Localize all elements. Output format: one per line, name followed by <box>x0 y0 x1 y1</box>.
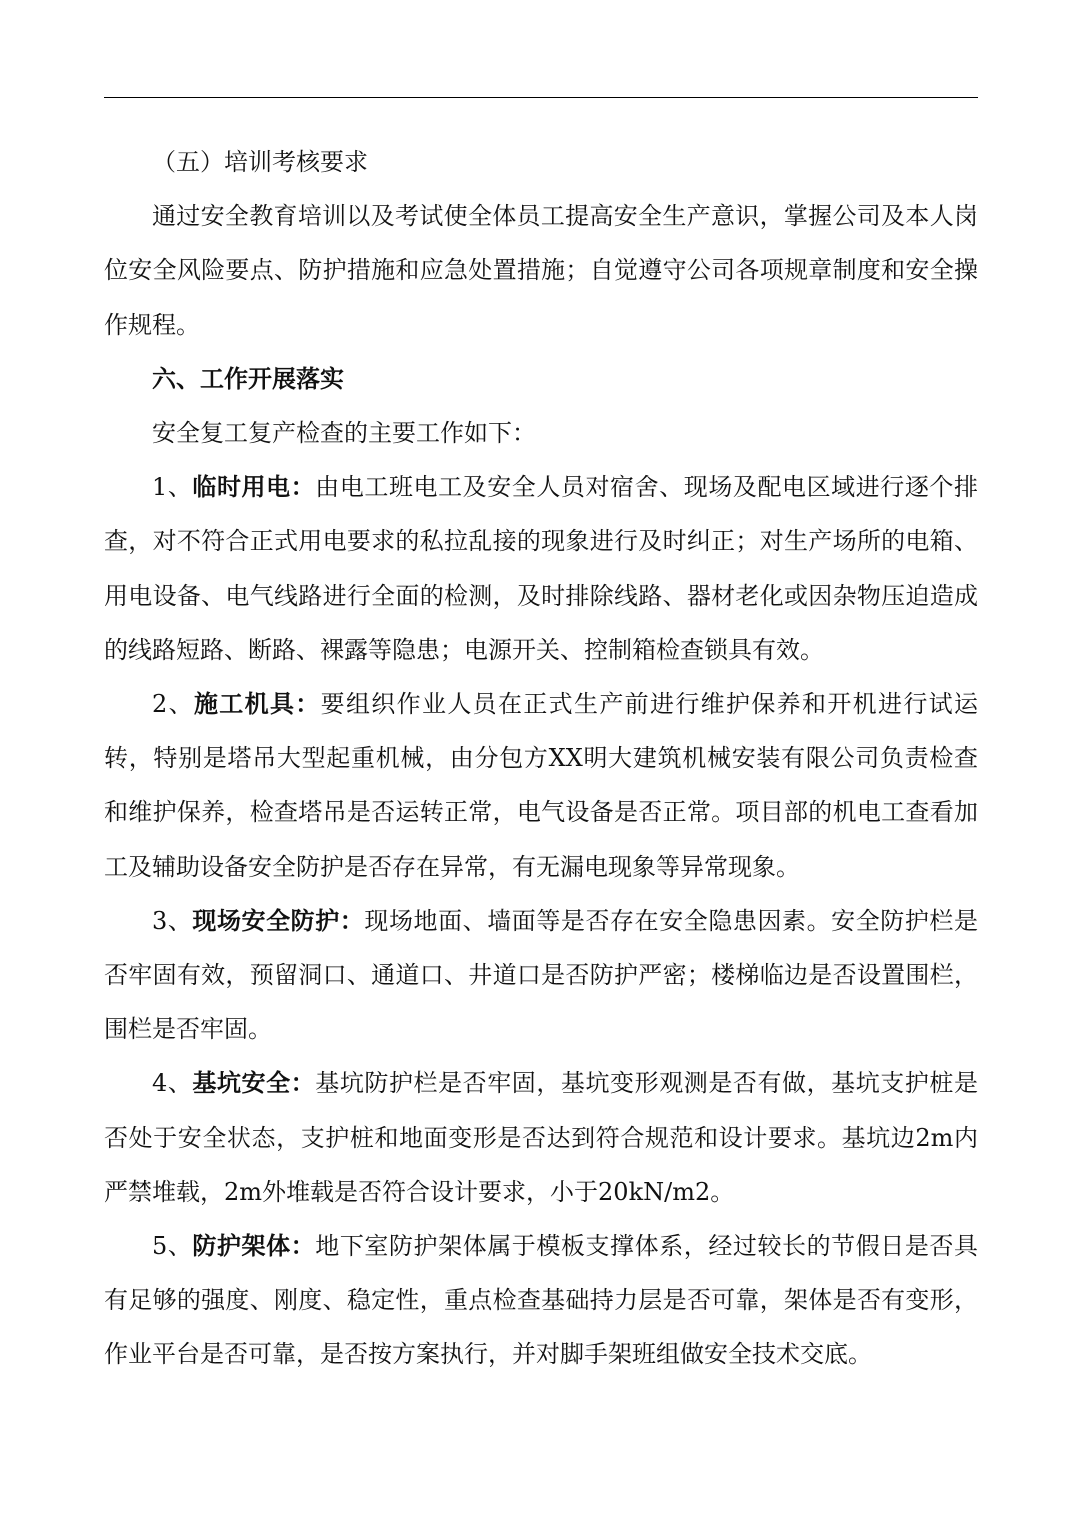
item-body: 由电工班电工及安全人员对宿舍、现场及配电区域进行逐个排查，对不符合正式用电要求的私拉乱接的现象进行及时纠正；对生产场所的电箱、用电设备、电气线路进行全面的检测，及时排除线路、器材老化或因杂物压迫造成的线路短路、断路、裸露等隐患；电源开关、控制箱检查锁具有效。 <box>104 473 978 664</box>
item-foundation-pit-safety <box>104 1056 978 1219</box>
item-construction-machinery <box>104 677 978 894</box>
item-title: 基坑安全： <box>192 1068 316 1098</box>
item-body: 要组织作业人员在正式生产前进行维护保养和开机进行试运转，特别是塔吊大型起重机械，由分包方XX明大建筑机械安装有限公司负责检查和维护保养，检查塔吊是否运转正常，电气设备是否正常。项目部的机电工查看加工及辅助设备安全防护是否存在异常，有无漏电现象等异常现象。 <box>104 690 979 881</box>
item-title: 临时用电： <box>192 472 316 502</box>
inspection-intro: 安全复工复产检查的主要工作如下： <box>152 419 536 448</box>
item-number: 5、 <box>152 1232 193 1261</box>
item-site-safety-protection <box>104 894 978 1057</box>
item-body: 现场地面、墙面等是否存在安全隐患因素。安全防护栏是否牢固有效，预留洞口、通道口、井道口是否防护严密；楼梯临边是否设置围栏，围栏是否牢固。 <box>104 906 979 1044</box>
item-title: 防护架体： <box>192 1231 316 1261</box>
item-number: 3、 <box>152 906 193 935</box>
item-body: 地下室防护架体属于模板支撑体系，经过较长的节假日是否具有足够的强度、刚度、稳定性，重点检查基础持力层是否可靠，架体是否有变形，作业平台是否可靠，是否按方案执行，并对脚手架班组做安全技术交底。 <box>104 1232 978 1369</box>
item-number: 1、 <box>152 473 193 502</box>
item-number: 2、 <box>152 690 194 719</box>
item-body: 基坑防护栏是否牢固，基坑变形观测是否有做，基坑支护桩是否处于安全状态，支护桩和地面变形是否达到符合规范和设计要求。基坑边2m内严禁堆载，2m外堆载是否符合设计要求，小于20kN/m2。 <box>104 1069 978 1206</box>
item-title: 施工机具： <box>193 689 321 719</box>
section-six-heading: 六、工作开展落实 <box>152 363 344 393</box>
document-body <box>104 135 978 1382</box>
item-protective-frame <box>104 1219 978 1382</box>
item-temporary-power <box>104 460 978 677</box>
item-title: 现场安全防护： <box>192 905 365 935</box>
training-body: 通过安全教育培训以及考试使全体员工提高安全生产意识，掌握公司及本人岗位安全风险要点、防护措施和应急处置措施；自觉遵守公司各项规章制度和安全操作规程。 <box>104 202 978 339</box>
item-number: 4、 <box>152 1069 193 1098</box>
training-heading: （五）培训考核要求 <box>152 148 368 176</box>
header-rule <box>104 97 978 98</box>
